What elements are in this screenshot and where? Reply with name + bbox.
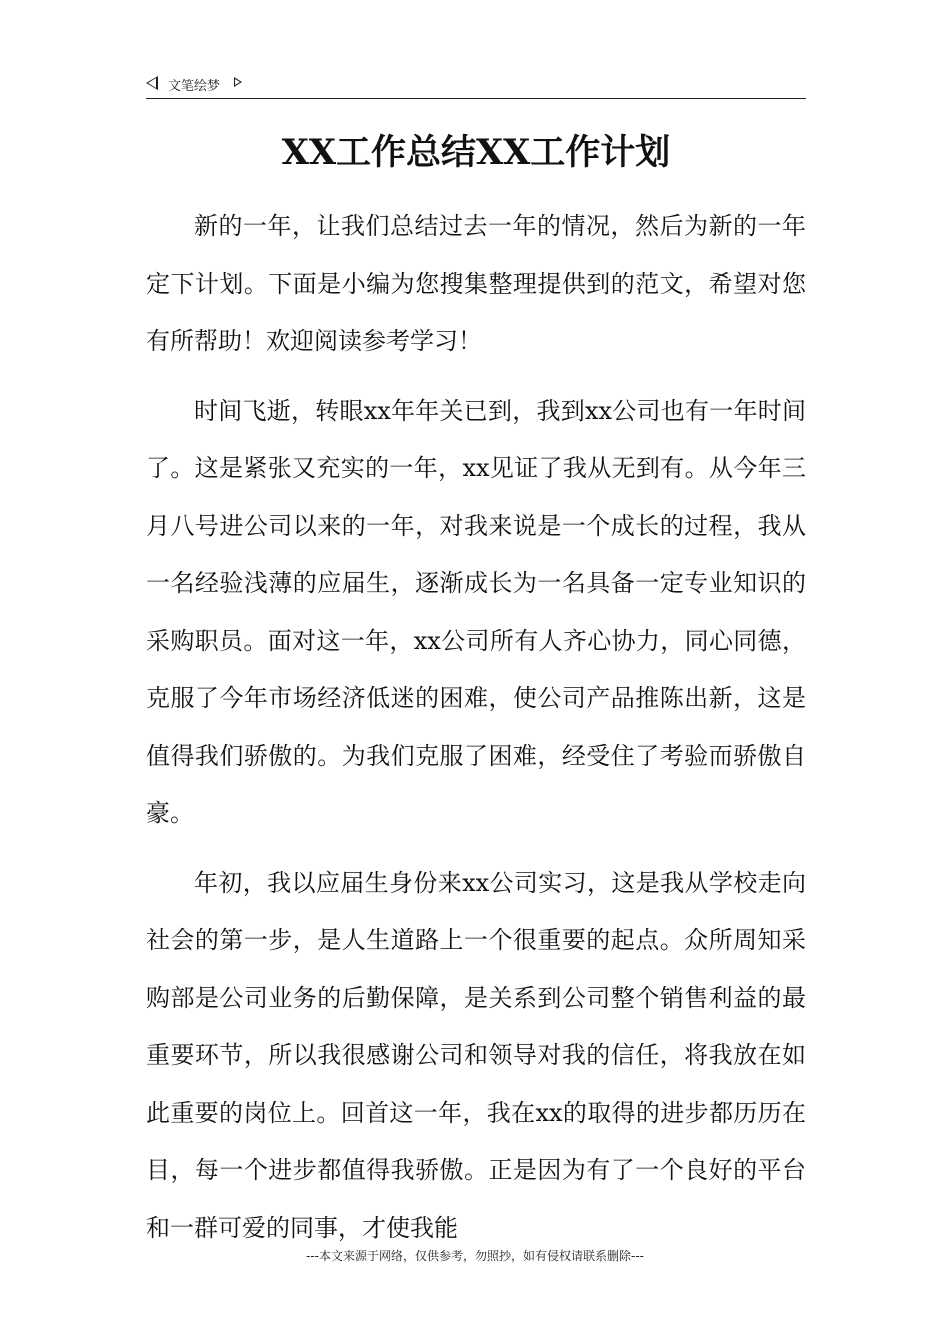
triangle-left-icon (146, 76, 158, 90)
document-title: XX工作总结XX工作计划 (281, 132, 671, 173)
paragraph-start-of-year: 年初，我以应届生身份来xx公司实习，这是我从学校走向社会的第一步，是人生道路上一个很重要的起点。众所周知采购部是公司业务的后勤保障，是关系到公司整个销售利益的最重要环节，所以我很感谢公司和领导对我的信任，将我放在如此重要的岗位上。回首这一年，我在xx的取得的进步都历历在目，每一个进步都值得我骄傲。正是因为有了一个良好的平台和一群可爱的同事，才使我能 (146, 868, 806, 1242)
footer-notice: ---本文来源于网络，仅供参考，勿照抄，如有侵权请联系删除--- (306, 1249, 644, 1263)
paragraph-intro: 新的一年，让我们总结过去一年的情况，然后为新的一年定下计划。下面是小编为您搜集整理提供到的范文，希望对您有所帮助！欢迎阅读参考学习！ (146, 212, 806, 355)
triangle-right-icon (234, 77, 242, 87)
document-body (146, 198, 806, 1269)
paragraph-review: 时间飞逝，转眼xx年年关已到，我到xx公司也有一年时间了。这是紧张又充实的一年，xx见证了我从无到有。从今年三月八号进公司以来的一年，对我来说是一个成长的过程，我从一名经验浅薄的应届生，逐渐成长为一名具备一定专业知识的采购职员。面对这一年，xx公司所有人齐心协力，同心同德，克服了今年市场经济低迷的困难，使公司产品推陈出新，这是值得我们骄傲的。为我们克服了困难，经受住了考验而骄傲自豪。 (146, 396, 806, 827)
header-brand: 文笔绘梦 (168, 79, 221, 94)
page-header (146, 72, 806, 99)
